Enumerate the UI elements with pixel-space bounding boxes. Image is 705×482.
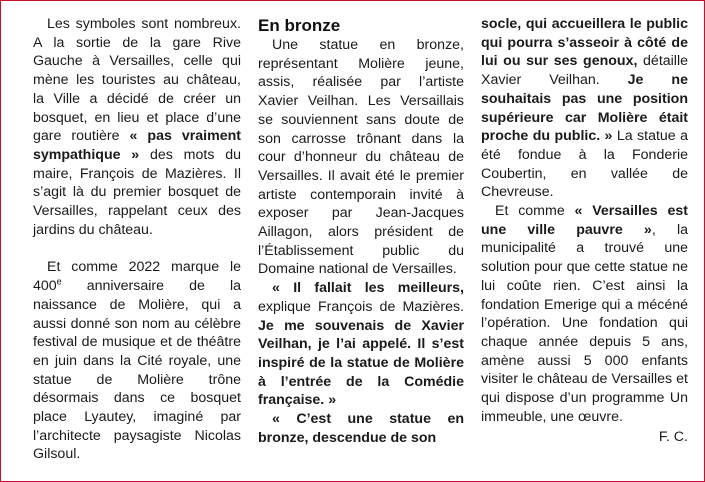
text: Et comme bbox=[495, 203, 575, 220]
text: Les symboles sont nombreux. A la sortie de la gare Rive Gauche à Versailles, celle qui mène les touristes au château, la Ville a décidé de créer un bosquet, en lieu et place d’une gare routière bbox=[33, 16, 241, 145]
superscript: e bbox=[56, 276, 62, 287]
section-heading: En bronze bbox=[258, 16, 341, 35]
quote: « Versailles est une ville pauvre » bbox=[481, 203, 688, 238]
paragraph-quote-veilhan-start bbox=[258, 410, 464, 447]
text: des mots du maire, François de Mazières. Il s’agit là du premier bosquet de Versailles, rappelant ceux des jardins du château. bbox=[33, 146, 241, 238]
paragraph-foundation bbox=[481, 202, 688, 426]
quote: « C’est une statue en bronze, descendue de son bbox=[258, 411, 464, 446]
text: La statue a été fondue à la Fonderie Coubertin, en vallée de Chevreuse. bbox=[481, 128, 688, 201]
text: , la municipalité a trouvé une solution pour que cette statue ne lui coûte rien. C’est ainsi la fondation Emerige qui a mécéné l’opération. Une fondation qui chaque année depuis 5 ans, amène aussi 5 000 enfants visiter le château de Versailles et qui dispose d’un programme Un immeuble, une œuvre. bbox=[481, 221, 688, 425]
author-signature: F. C. bbox=[658, 429, 688, 446]
text: anniversaire de la naissance de Molière, qui a aussi donné son nom au célèbre festival de musique et de théâtre en juin dans la Cité royale, une statue de Molière trône désormais dans ce bosquet place Lyautey, imaginé par l’architecte paysagiste Nicolas Gilsoul. bbox=[33, 278, 241, 463]
paragraph-quote-veilhan-cont bbox=[481, 15, 688, 202]
quote: socle, qui accueillera le public qui pourra s’asseoir à côté de lui ou sur ses genoux, bbox=[481, 16, 688, 70]
paragraph-gap bbox=[33, 239, 241, 258]
text: explique François de Mazières. bbox=[258, 298, 464, 315]
quote: « Il fallait les meilleurs, bbox=[272, 280, 464, 297]
paragraph-statue bbox=[258, 36, 464, 279]
column-3 bbox=[481, 15, 688, 447]
text: Une statue en bronze, représentant Molière jeune, assis, réalisée par l’artiste Xavier Veilhan. Les Versaillais se souviennent sans doute de son carrosse trônant dans la cour d’honneur du château de Versailles. Il avait été le premier artiste contemporain invité à exposer par Jean-Jacques Aillagon, alors président de l’Établissement public du Domaine national de Versailles. bbox=[258, 37, 464, 278]
text: détaille Xavier Veilhan. bbox=[481, 53, 688, 89]
quote: « pas vraiment sympathique » bbox=[33, 128, 241, 163]
quote: Je ne souhaitais pas une position supérieure car Molière était proche du public. » bbox=[481, 72, 688, 145]
text: Et comme 2022 marque le 400 bbox=[33, 259, 241, 295]
column-1 bbox=[33, 15, 241, 464]
column-2 bbox=[258, 16, 464, 447]
paragraph-intro bbox=[33, 15, 241, 239]
paragraph-anniversary bbox=[33, 258, 241, 464]
quote: Je me souvenais de Xavier Veilhan, je l’ai appelé. Il s’est inspiré de la statue de Molière à l’entrée de la Comédie française. » bbox=[258, 317, 464, 409]
paragraph-quote-mazieres bbox=[258, 279, 464, 410]
